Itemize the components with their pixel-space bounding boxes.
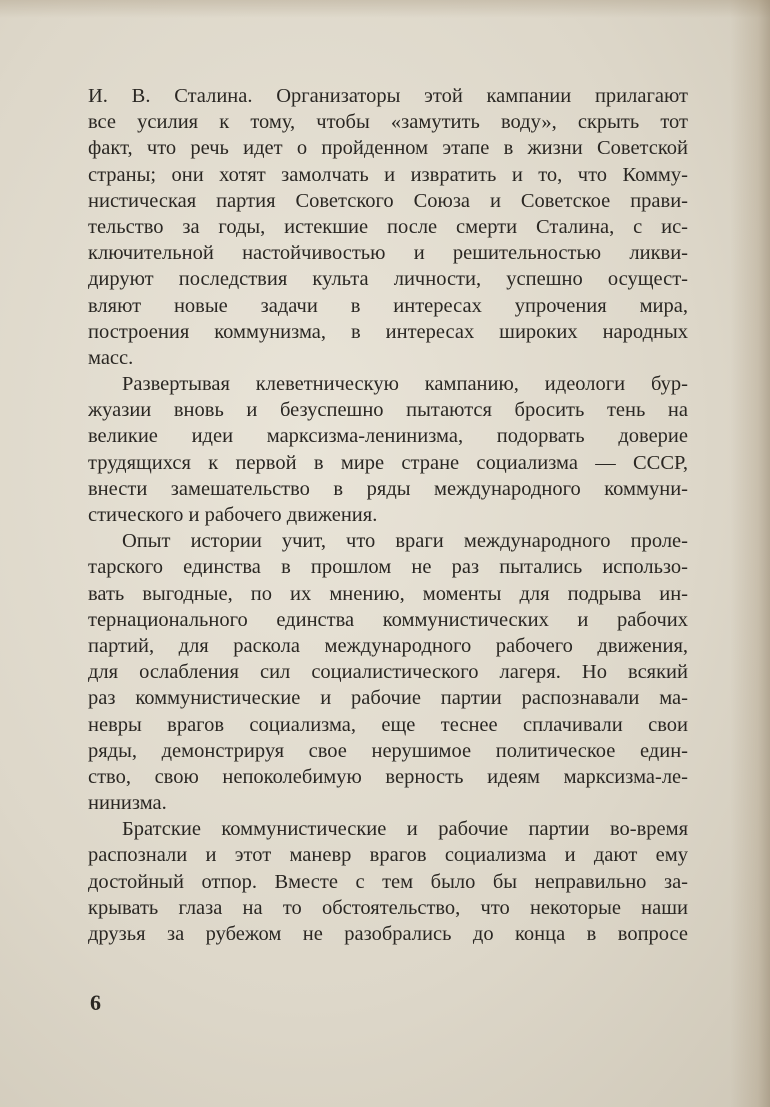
text-line: партий, для раскола международного рабочего движения,	[88, 634, 688, 657]
text-line: распознали и этот маневр врагов социализма и дают ему	[88, 844, 688, 867]
text-line: И. В. Сталина. Организаторы этой кампании прилагают	[88, 85, 688, 107]
text-line: нинизма.	[88, 792, 167, 815]
text-line: крывать глаза на то обстоятельство, что некоторые наши	[88, 896, 688, 919]
text-line: раз коммунистические и рабочие партии распознавали ма-	[88, 687, 688, 710]
text-line: Опыт истории учит, что враги международного проле-	[122, 530, 688, 553]
text-line: построения коммунизма, в интересах широких народных	[88, 320, 688, 343]
text-line: тернационального единства коммунистических и рабочих	[88, 608, 688, 631]
text-line: Братские коммунистические и рабочие партии во-время	[122, 818, 688, 841]
text-line: ряды, демонстрируя свое нерушимое политическое един-	[88, 739, 688, 762]
text-line: тарского единства в прошлом не раз пытались использо-	[88, 556, 688, 579]
text-line: жуазии вновь и безуспешно пытаются бросить тень на	[88, 399, 688, 422]
text-line: вляют новые задачи в интересах упрочения мира,	[88, 294, 688, 317]
text-line: тельство за годы, истекшие после смерти Сталина, с ис-	[88, 215, 688, 238]
text-line: ство, свою непоколебимую верность идеям марксизма-ле-	[88, 765, 688, 788]
text-line: все усилия к тому, чтобы «замутить воду», скрыть тот	[88, 111, 688, 134]
text-line: страны; они хотят замолчать и извратить и то, что Комму-	[88, 163, 688, 186]
body-text	[88, 83, 688, 947]
text-line: достойный отпор. Вместе с тем было бы неправильно за-	[88, 870, 688, 893]
text-line: для ослабления сил социалистического лагеря. Но всякий	[88, 661, 688, 684]
text-line: ключительной настойчивостью и решительностью ликви-	[88, 242, 688, 265]
text-line: масс.	[88, 346, 134, 369]
text-line: трудящихся к первой в мире стране социализма — СССР,	[88, 451, 688, 474]
text-line: дируют последствия культа личности, успешно осущест-	[88, 268, 688, 291]
text-line: факт, что речь идет о пройденном этапе в жизни Советской	[88, 137, 688, 160]
text-line: нистическая партия Советского Союза и Советское прави-	[88, 189, 688, 212]
text-line: вать выгодные, по их мнению, моменты для подрыва ин-	[88, 582, 688, 605]
text-line: невры врагов социализма, еще теснее сплачивали свои	[88, 713, 688, 736]
text-line: внести замешательство в ряды международного коммуни-	[88, 477, 688, 500]
page-number: 6	[90, 990, 101, 1015]
text-line: великие идеи марксизма-ленинизма, подорвать доверие	[88, 425, 688, 448]
text-line: Развертывая клеветническую кампанию, идеологи бур-	[122, 373, 688, 396]
text-line: друзья за рубежом не разобрались до конца в вопросе	[88, 923, 688, 945]
text-line: стического и рабочего движения.	[88, 504, 378, 526]
